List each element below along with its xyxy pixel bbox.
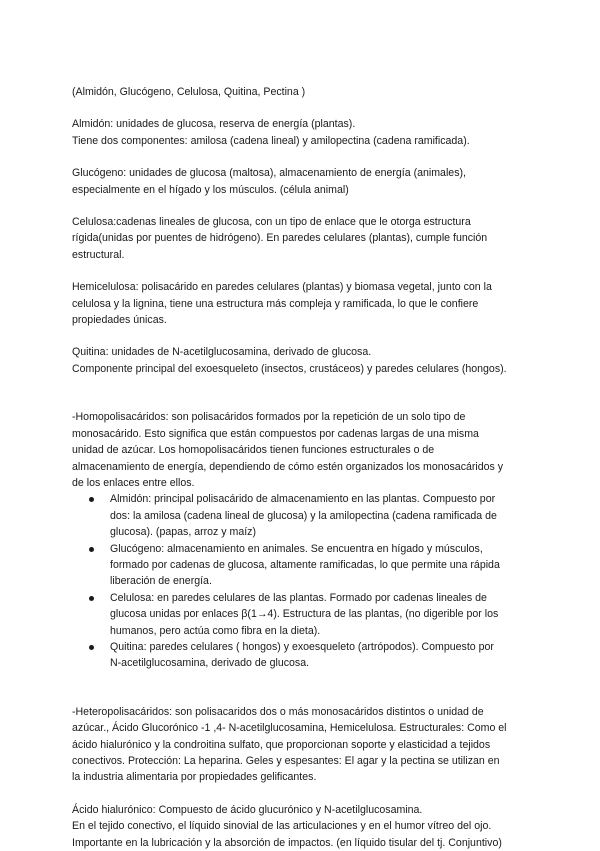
glucogeno-line-2: especialmente en el hígado y los músculos. (célula animal) [72,183,349,196]
almidon-line-2: Tiene dos componentes: amilosa (cadena lineal) y amilopectina (cadena ramificada). [72,134,470,147]
polysaccharide-list-line: (Almidón, Glucógeno, Celulosa, Quitina, Pectina ) [72,86,306,98]
bullet-item-quitina [85,639,540,672]
bullet-item-celulosa [85,590,540,639]
quitina-line-1: Quitina: unidades de N-acetilglucosamina, derivado de glucosa. [72,346,372,359]
bullet-line: liberación de energía. [110,575,212,588]
bullet-line: Almidón: principal polisacárido de almacenamiento en las plantas. Compuesto por [110,493,496,506]
homopolisacaridos-line-2: monosacárido. Esto significa que están compuestos por cadenas largas de una misma [72,427,479,440]
celulosa-line-2: rígida(unidas por puentes de hidrógeno). En paredes celulares (plantas), cumple función [72,232,488,245]
bullet-item-almidon [85,491,540,540]
homopolisacaridos-line-5: de los enlaces entre ellos. [72,476,195,489]
acido-hialuronico-line-3: Importante en la lubricación y la absorción de impactos. (en líquido tisular del tj. Conjuntivo) [72,836,502,849]
homopolisacaridos-line-3: unidad de azúcar. Los homopolisacáridos tienen funciones estructurales o de [72,444,435,457]
homopolisacaridos-bullet-list [72,491,540,671]
bullet-dot-icon [89,596,94,601]
bullet-dot-icon [89,547,94,552]
bullet-line: glucosa unidas por enlaces β(1→4). Estructura de las plantas, (no digerible por los [110,608,499,621]
heteropolisacaridos-line-2: azúcar., Ácido Glucorónico -1 ,4- N-acetilglucosamina, Hemicelulosa. Estructurales: Como el [72,722,507,735]
homopolisacaridos-line-1: -Homopolisacáridos: son polisacáridos formados por la repetición de un solo tipo de [72,411,466,424]
almidon-line-1: Almidón: unidades de glucosa, reserva de energía (plantas). [72,118,356,131]
celulosa-line-3: estructural. [72,248,125,261]
bullet-dot-icon [89,497,94,502]
bullet-line: N-acetilglucosamina, derivado de glucosa. [110,657,310,670]
heteropolisacaridos-line-5: la industria alimentaria por propiedades gelificantes. [72,771,317,784]
celulosa-line-1: Celulosa:cadenas lineales de glucosa, con un tipo de enlace que le otorga estructura [72,216,471,229]
hemicelulosa-line-3: propiedades únicas. [72,314,167,327]
bullet-item-glucogeno [85,541,540,590]
heteropolisacaridos-line-3: ácido hialurónico y la condroitina sulfato, que proporcionan soporte y elasticidad a tejidos [72,738,491,751]
quitina-line-2: Componente principal del exoesqueleto (insectos, crustáceos) y paredes celulares (hongos). [72,362,507,375]
homopolisacaridos-line-4: almacenamiento de energía, dependiendo de cómo estén organizados los monosacáridos y [72,460,504,473]
acido-hialuronico-line-2: En el tejido conectivo, el líquido sinovial de las articulaciones y en el humor vítreo del ojo. [72,820,492,833]
hemicelulosa-line-2: celulosa y la lignina, tiene una estructura más compleja y ramificada, lo que le confiere [72,297,479,310]
bullet-line: Celulosa: en paredes celulares de las plantas. Formado por cadenas lineales de [110,591,487,604]
bullet-line: humanos, pero actúa como fibra en la dieta). [110,624,321,637]
heteropolisacaridos-line-4: conectivos. Protección: La heparina. Geles y espesantes: El agar y la pectina se utilizan en [72,755,500,767]
glucogeno-line-1: Glucógeno: unidades de glucosa (maltosa), almacenamiento de energía (animales), [72,167,466,180]
bullet-dot-icon [89,645,94,650]
bullet-line: dos: la amilosa (cadena lineal de glucosa) y la amilopectina (cadena ramificada de [110,509,497,522]
hemicelulosa-line-1: Hemicelulosa: polisacárido en paredes celulares (plantas) y biomasa vegetal, junto con la [72,281,492,294]
bullet-line: Quitina: paredes celulares ( hongos) y exoesqueleto (artrópodos). Compuesto por [110,640,494,653]
bullet-line: glucosa). (papas, arroz y maíz) [110,526,257,539]
heteropolisacaridos-line-1: -Heteropolisacáridos: son polisacaridos dos o más monosacáridos distintos o unidad de [72,705,484,718]
bullet-line: formado por cadenas de glucosa, altamente ramificadas, lo que permite una rápida [110,558,500,571]
acido-hialuronico-line-1: Ácido hialurónico: Compuesto de ácido glucurónico y N-acetilglucosamina. [72,803,423,816]
bullet-line: Glucógeno: almacenamiento en animales. Se encuentra en hígado y músculos, [110,542,483,555]
